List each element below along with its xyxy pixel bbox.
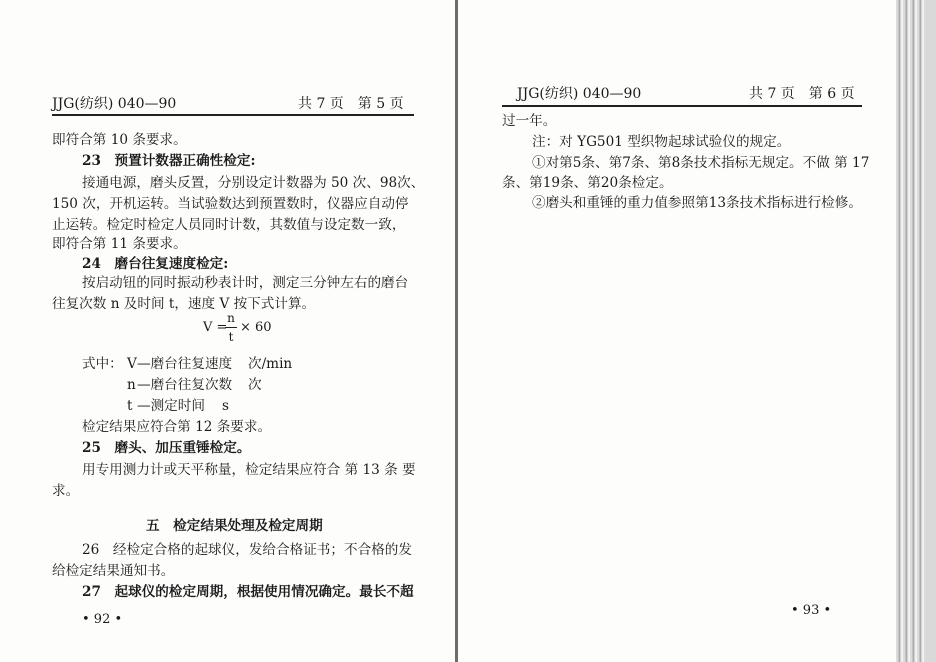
definitions-lead: 式中： — [82, 356, 123, 372]
definition-symbol: n — [127, 377, 136, 393]
formula-rhs: × 60 — [240, 320, 272, 335]
left-header-rule — [52, 114, 414, 116]
body-line: 即符合第 11 条要求。 — [52, 236, 187, 252]
section-title: 五 检定结果处理及检定周期 — [146, 518, 323, 534]
body-line: 即符合第 10 条要求。 — [52, 132, 187, 148]
note-line: ①对第5条、第7条、第8条技术指标无规定。不做 第 17 — [532, 155, 870, 171]
clause-heading: 25 磨头、加压重锤检定。 — [82, 440, 251, 456]
definition-unit: 次/min — [248, 356, 293, 372]
clause-heading: 24 磨台往复速度检定: — [82, 256, 229, 272]
body-line: 检定结果应符合第 12 条要求。 — [82, 419, 272, 435]
body-line: 接通电源，磨头反置，分别设定计数器为 50 次、98次、 — [82, 175, 425, 191]
definition-desc: —磨台往复次数 — [137, 377, 233, 393]
body-line: 往复次数 n 及时间 t，速度 V 按下式计算。 — [52, 296, 316, 312]
left-header-pages: 共 7 页 第 5 页 — [298, 96, 404, 112]
body-line: 过一年。 — [502, 113, 557, 129]
body-line: 150 次，开机运转。当试验数达到预置数时，仪器应自动停 — [52, 196, 409, 212]
body-line: 26 经检定合格的起球仪，发给合格证书；不合格的发 — [82, 542, 412, 558]
body-line: 用专用测力计或天平称量，检定结果应符合 第 13 条 要 — [82, 462, 416, 478]
note-line: 条、第19条、第20条检定。 — [502, 175, 673, 191]
formula-numerator: n — [227, 311, 235, 325]
note-line: 注：对 YG501 型织物起球试验仪的规定。 — [532, 134, 791, 150]
formula-lhs: V = — [203, 320, 228, 335]
definition-desc: —测定时间 — [137, 398, 205, 414]
note-line: ②磨头和重锤的重力值参照第13条技术指标进行检修。 — [532, 195, 862, 211]
definition-unit: 次 — [248, 377, 262, 393]
fraction-bar — [225, 327, 237, 328]
definition-unit: s — [222, 398, 229, 414]
clause-heading: 23 预置计数器正确性检定: — [82, 153, 256, 169]
clause-heading: 27 起球仪的检定周期，根据使用情况确定。最长不超 — [82, 584, 414, 600]
definition-symbol: V — [127, 356, 137, 372]
right-page — [458, 0, 936, 662]
body-line: 给检定结果通知书。 — [52, 563, 175, 579]
left-page-number: • 92 • — [82, 612, 123, 627]
left-header-code: JJG(纺织) 040—90 — [52, 96, 177, 112]
body-line: 求。 — [52, 483, 80, 499]
definition-symbol: t — [127, 398, 133, 414]
page-edge-shadow — [926, 0, 936, 662]
body-line: 按启动钮的同时振动秒表计时，测定三分钟左右的磨台 — [82, 275, 409, 291]
right-header-rule — [502, 105, 862, 107]
right-header-pages: 共 7 页 第 6 页 — [749, 86, 855, 102]
right-page-number: • 93 • — [791, 603, 832, 618]
body-line: 止运转。检定时检定人员同时计数，其数值与设定数一致， — [52, 217, 406, 233]
left-page — [0, 0, 456, 662]
definition-desc: —磨台往复速度 — [137, 356, 233, 372]
formula-denominator: t — [228, 330, 234, 344]
right-header-code: JJG(纺织) 040—90 — [517, 86, 642, 102]
